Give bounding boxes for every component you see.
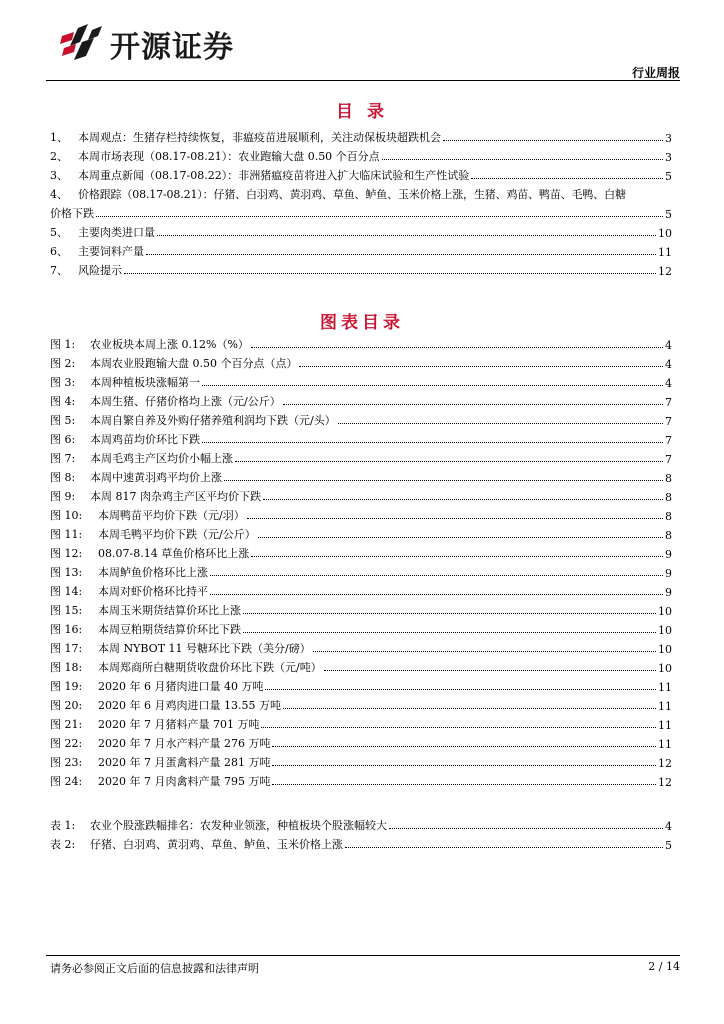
leader-dots <box>247 518 663 519</box>
figure-page: 11 <box>658 738 672 751</box>
figure-page: 12 <box>658 757 672 770</box>
figure-title: 本周中速黄羽鸡平均价上涨 <box>90 471 222 484</box>
figure-item[interactable] <box>50 371 672 390</box>
figure-item[interactable] <box>50 599 672 618</box>
figure-title: 本周 NYBOT 11 号糖环比下跌（美分/磅） <box>98 642 311 655</box>
toc-item[interactable] <box>50 164 672 183</box>
table-item[interactable] <box>50 833 672 852</box>
toc-item-text: 主要肉类进口量 <box>78 226 155 239</box>
figure-item[interactable] <box>50 770 672 789</box>
leader-dots <box>389 828 663 829</box>
figure-page: 11 <box>658 681 672 694</box>
figure-label: 图 2: <box>50 357 76 370</box>
toc-item-number: 7、 <box>50 264 68 277</box>
figure-title: 本周种植板块涨幅第一 <box>90 376 200 389</box>
figure-item[interactable] <box>50 352 672 371</box>
toc-item[interactable] <box>50 145 672 164</box>
toc-item-number: 6、 <box>50 245 68 258</box>
figure-page: 12 <box>658 776 672 789</box>
figure-item[interactable] <box>50 523 672 542</box>
leader-dots <box>235 461 663 462</box>
table-page: 4 <box>665 820 672 833</box>
figure-page: 10 <box>658 643 672 656</box>
figure-label: 图 3: <box>50 376 76 389</box>
toc-item-page: 5 <box>665 170 672 183</box>
toc-item[interactable] <box>50 126 672 145</box>
toc-item-page: 11 <box>658 246 672 259</box>
leader-dots <box>146 254 656 255</box>
page-indicator: 2 / 14 <box>648 960 680 973</box>
leader-dots <box>272 784 656 785</box>
figure-page: 7 <box>665 434 672 447</box>
figure-title: 本周豆粕期货结算价环比下跌 <box>98 623 241 636</box>
leader-dots <box>345 847 663 848</box>
figure-page: 8 <box>665 510 672 523</box>
toc-item-page: 10 <box>658 227 672 240</box>
leader-dots <box>210 575 663 576</box>
leader-dots <box>210 594 663 595</box>
figure-title: 本周农业股跑输大盘 0.50 个百分点（点） <box>90 357 298 370</box>
toc-item-page: 5 <box>665 208 672 221</box>
toc-list <box>50 126 672 278</box>
figure-label: 图 11: <box>50 528 83 541</box>
figure-item[interactable] <box>50 409 672 428</box>
leader-dots <box>124 273 656 274</box>
figure-page: 10 <box>658 605 672 618</box>
figure-label: 图 14: <box>50 585 83 598</box>
figure-title: 2020 年 6 月鸡肉进口量 13.55 万吨 <box>98 699 281 712</box>
toc-item-text: 主要饲料产量 <box>78 245 144 258</box>
toc-item-text: 价格跟踪（08.17-08.21）：仔猪、白羽鸡、黄羽鸡、草鱼、鲈鱼、玉米价格上涨，生猪、鸡苗、鸭苗、毛鸭、白糖 <box>78 188 626 201</box>
toc-item[interactable] <box>50 221 672 240</box>
toc-item-text: 本周观点：生猪存栏持续恢复，非瘟疫苗进展顺利，关注动保板块超跌机会 <box>78 131 441 144</box>
figure-item[interactable] <box>50 580 672 599</box>
leader-dots <box>283 404 663 405</box>
leader-dots <box>243 613 656 614</box>
leader-dots <box>313 651 656 652</box>
figure-title: 本周玉米期货结算价环比上涨 <box>98 604 241 617</box>
table-item[interactable] <box>50 814 672 833</box>
figure-label: 图 21: <box>50 718 83 731</box>
figure-label: 图 23: <box>50 756 83 769</box>
figure-label: 图 19: <box>50 680 83 693</box>
leader-dots <box>251 556 663 557</box>
figure-title: 本周 817 肉杂鸡主产区平均价下跌 <box>90 490 261 503</box>
toc-item-number: 3、 <box>50 169 68 182</box>
figure-label: 图 6: <box>50 433 76 446</box>
figure-item[interactable] <box>50 504 672 523</box>
figure-page: 7 <box>665 396 672 409</box>
toc-item-page: 3 <box>665 132 672 145</box>
figure-label: 图 8: <box>50 471 76 484</box>
figure-item[interactable] <box>50 618 672 637</box>
figure-page: 8 <box>665 529 672 542</box>
figure-item[interactable] <box>50 656 672 675</box>
figure-title: 2020 年 7 月水产料产量 276 万吨 <box>98 737 271 750</box>
figure-label: 图 16: <box>50 623 83 636</box>
figures-list <box>50 333 672 789</box>
figure-title: 08.07-8.14 草鱼价格环比上涨 <box>98 547 250 560</box>
leader-dots <box>224 480 663 481</box>
leader-dots <box>258 537 663 538</box>
figure-page: 4 <box>665 339 672 352</box>
leader-dots <box>324 670 656 671</box>
leader-dots <box>251 347 663 348</box>
figure-title: 本周毛鸭平均价下跌（元/公斤） <box>98 528 256 541</box>
figure-label: 图 20: <box>50 699 83 712</box>
leader-dots <box>272 765 656 766</box>
figure-page: 9 <box>665 548 672 561</box>
figure-item[interactable] <box>50 333 672 352</box>
figure-title: 本周鸭苗平均价下跌（元/羽） <box>98 509 245 522</box>
toc-item-continuation[interactable] <box>50 202 672 221</box>
figure-title: 本周自繁自养及外购仔猪养殖利润均下跌（元/头） <box>90 414 336 427</box>
figure-title: 本周鲈鱼价格环比上涨 <box>98 566 208 579</box>
leader-dots <box>272 746 656 747</box>
figure-page: 7 <box>665 415 672 428</box>
table-label: 表 2: <box>50 838 76 851</box>
table-title: 农业个股涨跌幅排名：农发种业领涨，种植板块个股涨幅较大 <box>90 819 387 832</box>
toc-item-page: 3 <box>665 151 672 164</box>
figure-item[interactable] <box>50 637 672 656</box>
toc-item[interactable] <box>50 259 672 278</box>
table-page: 5 <box>665 839 672 852</box>
figure-label: 图 24: <box>50 775 83 788</box>
toc-item-number: 4、 <box>50 188 68 201</box>
figure-item[interactable] <box>50 428 672 447</box>
toc-item-number: 2、 <box>50 150 68 163</box>
figure-title: 本周对虾价格环比持平 <box>98 585 208 598</box>
toc-item-number: 5、 <box>50 226 68 239</box>
leader-dots <box>443 140 663 141</box>
leader-dots <box>382 159 663 160</box>
figure-page: 9 <box>665 586 672 599</box>
leader-dots <box>338 423 663 424</box>
figure-label: 图 5: <box>50 414 76 427</box>
toc-item-text: 本周重点新闻（08.17-08.22）：非洲猪瘟疫苗将进入扩大临床试验和生产性试验 <box>78 169 470 182</box>
figure-label: 图 7: <box>50 452 76 465</box>
toc-item-text-continued: 价格下跌 <box>50 207 94 220</box>
figure-page: 11 <box>658 719 672 732</box>
leader-dots <box>157 235 656 236</box>
figure-item[interactable] <box>50 466 672 485</box>
figure-page: 11 <box>658 700 672 713</box>
figure-page: 7 <box>665 453 672 466</box>
figure-title: 本周毛鸡主产区均价小幅上涨 <box>90 452 233 465</box>
figure-label: 图 1: <box>50 338 76 351</box>
page-header <box>0 0 724 80</box>
footer-divider <box>46 955 680 956</box>
leader-dots <box>283 708 656 709</box>
leader-dots <box>243 632 656 633</box>
tables-list <box>50 814 672 852</box>
leader-dots <box>471 178 663 179</box>
figure-title: 本周郑商所白糖期货收盘价环比下跌（元/吨） <box>98 661 322 674</box>
figure-item[interactable] <box>50 390 672 409</box>
figure-item[interactable] <box>50 485 672 504</box>
figure-title: 本周鸡苗均价环比下跌 <box>90 433 200 446</box>
figure-item[interactable] <box>50 675 672 694</box>
figure-page: 8 <box>665 491 672 504</box>
figure-item[interactable] <box>50 561 672 580</box>
figure-item[interactable] <box>50 542 672 561</box>
figure-item[interactable] <box>50 713 672 732</box>
header-divider <box>46 80 680 81</box>
figure-title: 2020 年 7 月肉禽料产量 795 万吨 <box>98 775 271 788</box>
leader-dots <box>202 385 663 386</box>
figure-page: 4 <box>665 377 672 390</box>
toc-title: 目 录 <box>336 102 388 122</box>
figure-title: 2020 年 6 月猪肉进口量 40 万吨 <box>98 680 264 693</box>
figure-page: 10 <box>658 624 672 637</box>
table-label: 表 1: <box>50 819 76 832</box>
toc-item-text: 本周市场表现（08.17-08.21）：农业跑输大盘 0.50 个百分点 <box>78 150 380 163</box>
figure-label: 图 22: <box>50 737 83 750</box>
figure-item[interactable] <box>50 732 672 751</box>
brand-name: 开源证券 <box>110 30 234 65</box>
leader-dots <box>261 727 656 728</box>
leader-dots <box>96 216 663 217</box>
figure-label: 图 10: <box>50 509 83 522</box>
figure-page: 8 <box>665 472 672 485</box>
table-title: 仔猪、白羽鸡、黄羽鸡、草鱼、鲈鱼、玉米价格上涨 <box>90 838 343 851</box>
toc-item[interactable] <box>50 183 672 202</box>
kaiyuan-logo-icon <box>60 22 104 62</box>
figure-title: 2020 年 7 月蛋禽料产量 281 万吨 <box>98 756 271 769</box>
figure-page: 9 <box>665 567 672 580</box>
leader-dots <box>202 442 663 443</box>
figure-page: 4 <box>665 358 672 371</box>
report-type-label: 行业周报 <box>631 66 680 80</box>
figure-label: 图 17: <box>50 642 83 655</box>
figure-label: 图 15: <box>50 604 83 617</box>
toc-item-number: 1、 <box>50 131 68 144</box>
toc-item-text: 风险提示 <box>78 264 122 277</box>
leader-dots <box>263 499 663 500</box>
figure-title: 本周生猪、仔猪价格均上涨（元/公斤） <box>90 395 281 408</box>
toc-item[interactable] <box>50 240 672 259</box>
figure-title: 农业板块本周上涨 0.12%（%） <box>90 338 249 351</box>
figure-label: 图 12: <box>50 547 83 560</box>
figure-label: 图 4: <box>50 395 76 408</box>
figure-item[interactable] <box>50 694 672 713</box>
figure-label: 图 13: <box>50 566 83 579</box>
figure-label: 图 18: <box>50 661 83 674</box>
leader-dots <box>299 366 663 367</box>
leader-dots <box>265 689 656 690</box>
figure-title: 2020 年 7 月猪料产量 701 万吨 <box>98 718 260 731</box>
figures-title: 图表目录 <box>320 313 404 333</box>
disclaimer-text: 请务必参阅正文后面的信息披露和法律声明 <box>50 962 259 975</box>
figure-item[interactable] <box>50 447 672 466</box>
toc-item-page: 12 <box>658 265 672 278</box>
figure-page: 10 <box>658 662 672 675</box>
figure-label: 图 9: <box>50 490 76 503</box>
figure-item[interactable] <box>50 751 672 770</box>
